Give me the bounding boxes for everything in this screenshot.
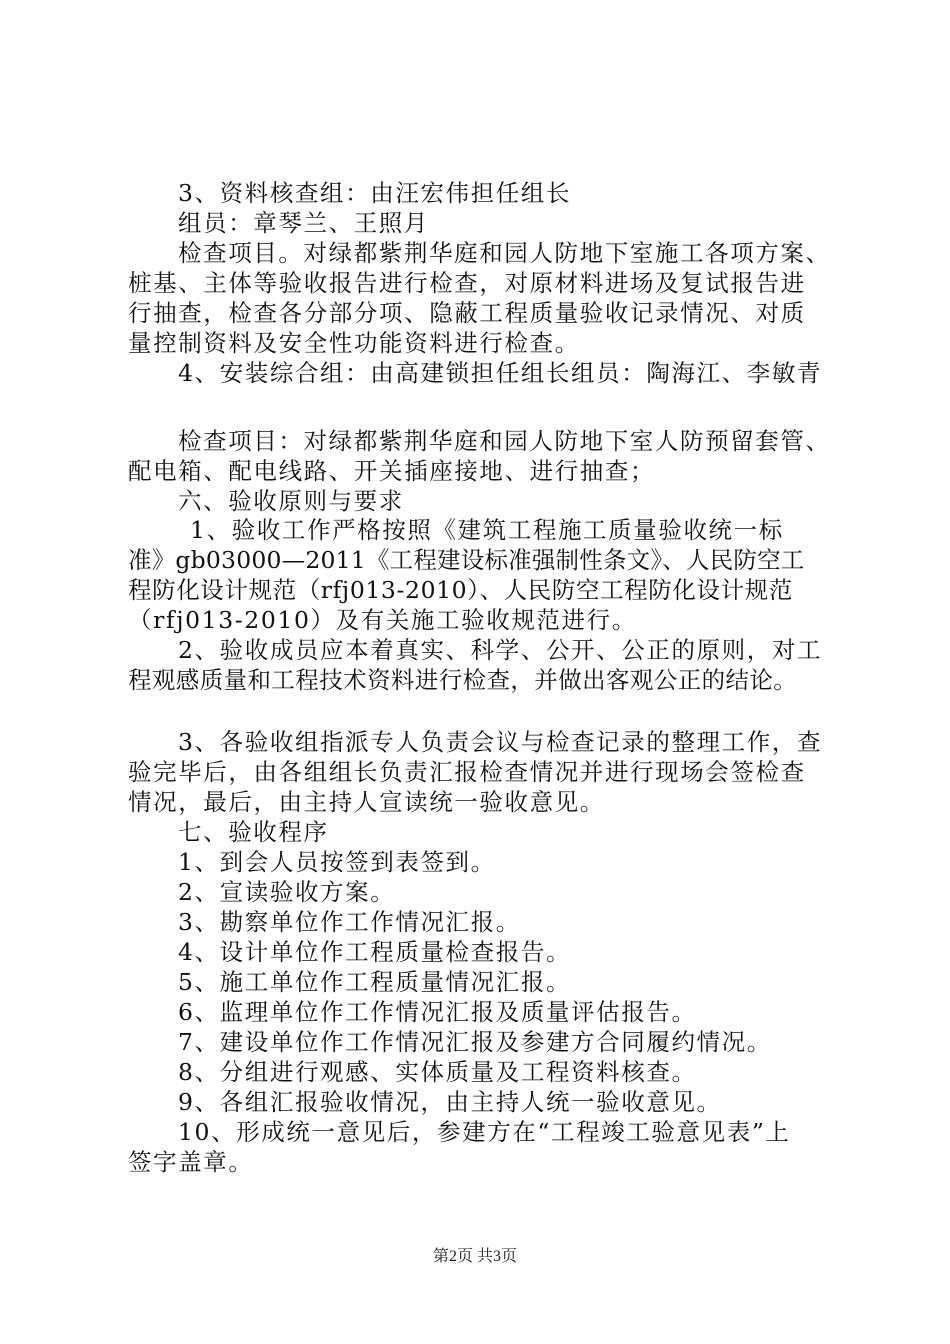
- list-item: 6、监理单位作工作情况汇报及质量评估报告。: [178, 998, 697, 1026]
- list-item: 9、各组汇报验收情况，由主持人统一验收意见。: [178, 1088, 722, 1116]
- page-number-footer: 第2页 共3页: [432, 1248, 517, 1265]
- paragraph-line: 检查项目。对绿都紫荆华庭和园人防地下室施工各项方案、: [178, 239, 831, 267]
- paragraph-line: （rfj013-2010）及有关施工验收规范进行。: [128, 606, 637, 634]
- paragraph-line: 程防化设计规范（rfj013-2010）、人民防空工程防化设计规范: [128, 576, 793, 604]
- list-item: 8、分组进行观感、实体质量及工程资料核查。: [178, 1058, 697, 1086]
- list-item: 3、勘察单位作工作情况汇报。: [178, 908, 521, 936]
- paragraph-line: 1、验收工作严格按照《建筑工程施工质量验收统一标: [190, 516, 784, 544]
- paragraph-line: 4、安装综合组：由高建锁担任组长组员：陶海江、李敏青: [178, 359, 823, 387]
- paragraph-line: 情况，最后，由主持人宣读统一验收意见。: [128, 788, 605, 816]
- paragraph-line: 量控制资料及安全性功能资料进行检查。: [128, 329, 580, 357]
- paragraph-line: 3、资料核查组：由汪宏伟担任组长: [178, 179, 572, 207]
- paragraph-line: 验完毕后，由各组组长负责汇报检查情况并进行现场会签检查: [128, 758, 806, 786]
- list-item: 签字盖章。: [128, 1148, 254, 1176]
- paragraph-line: 2、验收成员应本着真实、科学、公开、公正的原则，对工: [178, 636, 823, 664]
- paragraph-line: 程观感质量和工程技术资料进行检查，并做出客观公正的结论。: [128, 666, 798, 694]
- list-item: 7、建设单位作工作情况汇报及参建方合同履约情况。: [178, 1028, 772, 1056]
- paragraph-line: 3、各验收组指派专人负责会议与检查记录的整理工作，查: [178, 728, 823, 756]
- paragraph-line: 准》gb03000—2011《工程建设标准强制性条文》、人民防空工: [128, 546, 805, 574]
- list-item: 4、设计单位作工程质量检查报告。: [178, 938, 572, 966]
- paragraph-line: 组员：章琴兰、王照月: [178, 209, 429, 237]
- paragraph-line: 行抽查，检查各分部分项、隐蔽工程质量验收记录情况、对质: [128, 299, 806, 327]
- list-item: 1、到会人员按签到表签到。: [178, 848, 496, 876]
- section-heading: 七、验收程序: [178, 818, 329, 846]
- section-heading: 六、验收原则与要求: [178, 487, 404, 515]
- list-item: 5、施工单位作工程质量情况汇报。: [178, 968, 572, 996]
- list-item: 10、形成统一意见后，参建方在“工程竣工验意见表”上: [178, 1118, 791, 1146]
- list-item: 2、宣读验收方案。: [178, 878, 396, 906]
- paragraph-line: 检查项目：对绿都紫荆华庭和园人防地下室人防预留套管、: [178, 427, 831, 455]
- paragraph-line: 配电箱、配电线路、开关插座接地、进行抽查；: [128, 457, 656, 485]
- paragraph-line: 桩基、主体等验收报告进行检查，对原材料进场及复试报告进: [128, 269, 806, 297]
